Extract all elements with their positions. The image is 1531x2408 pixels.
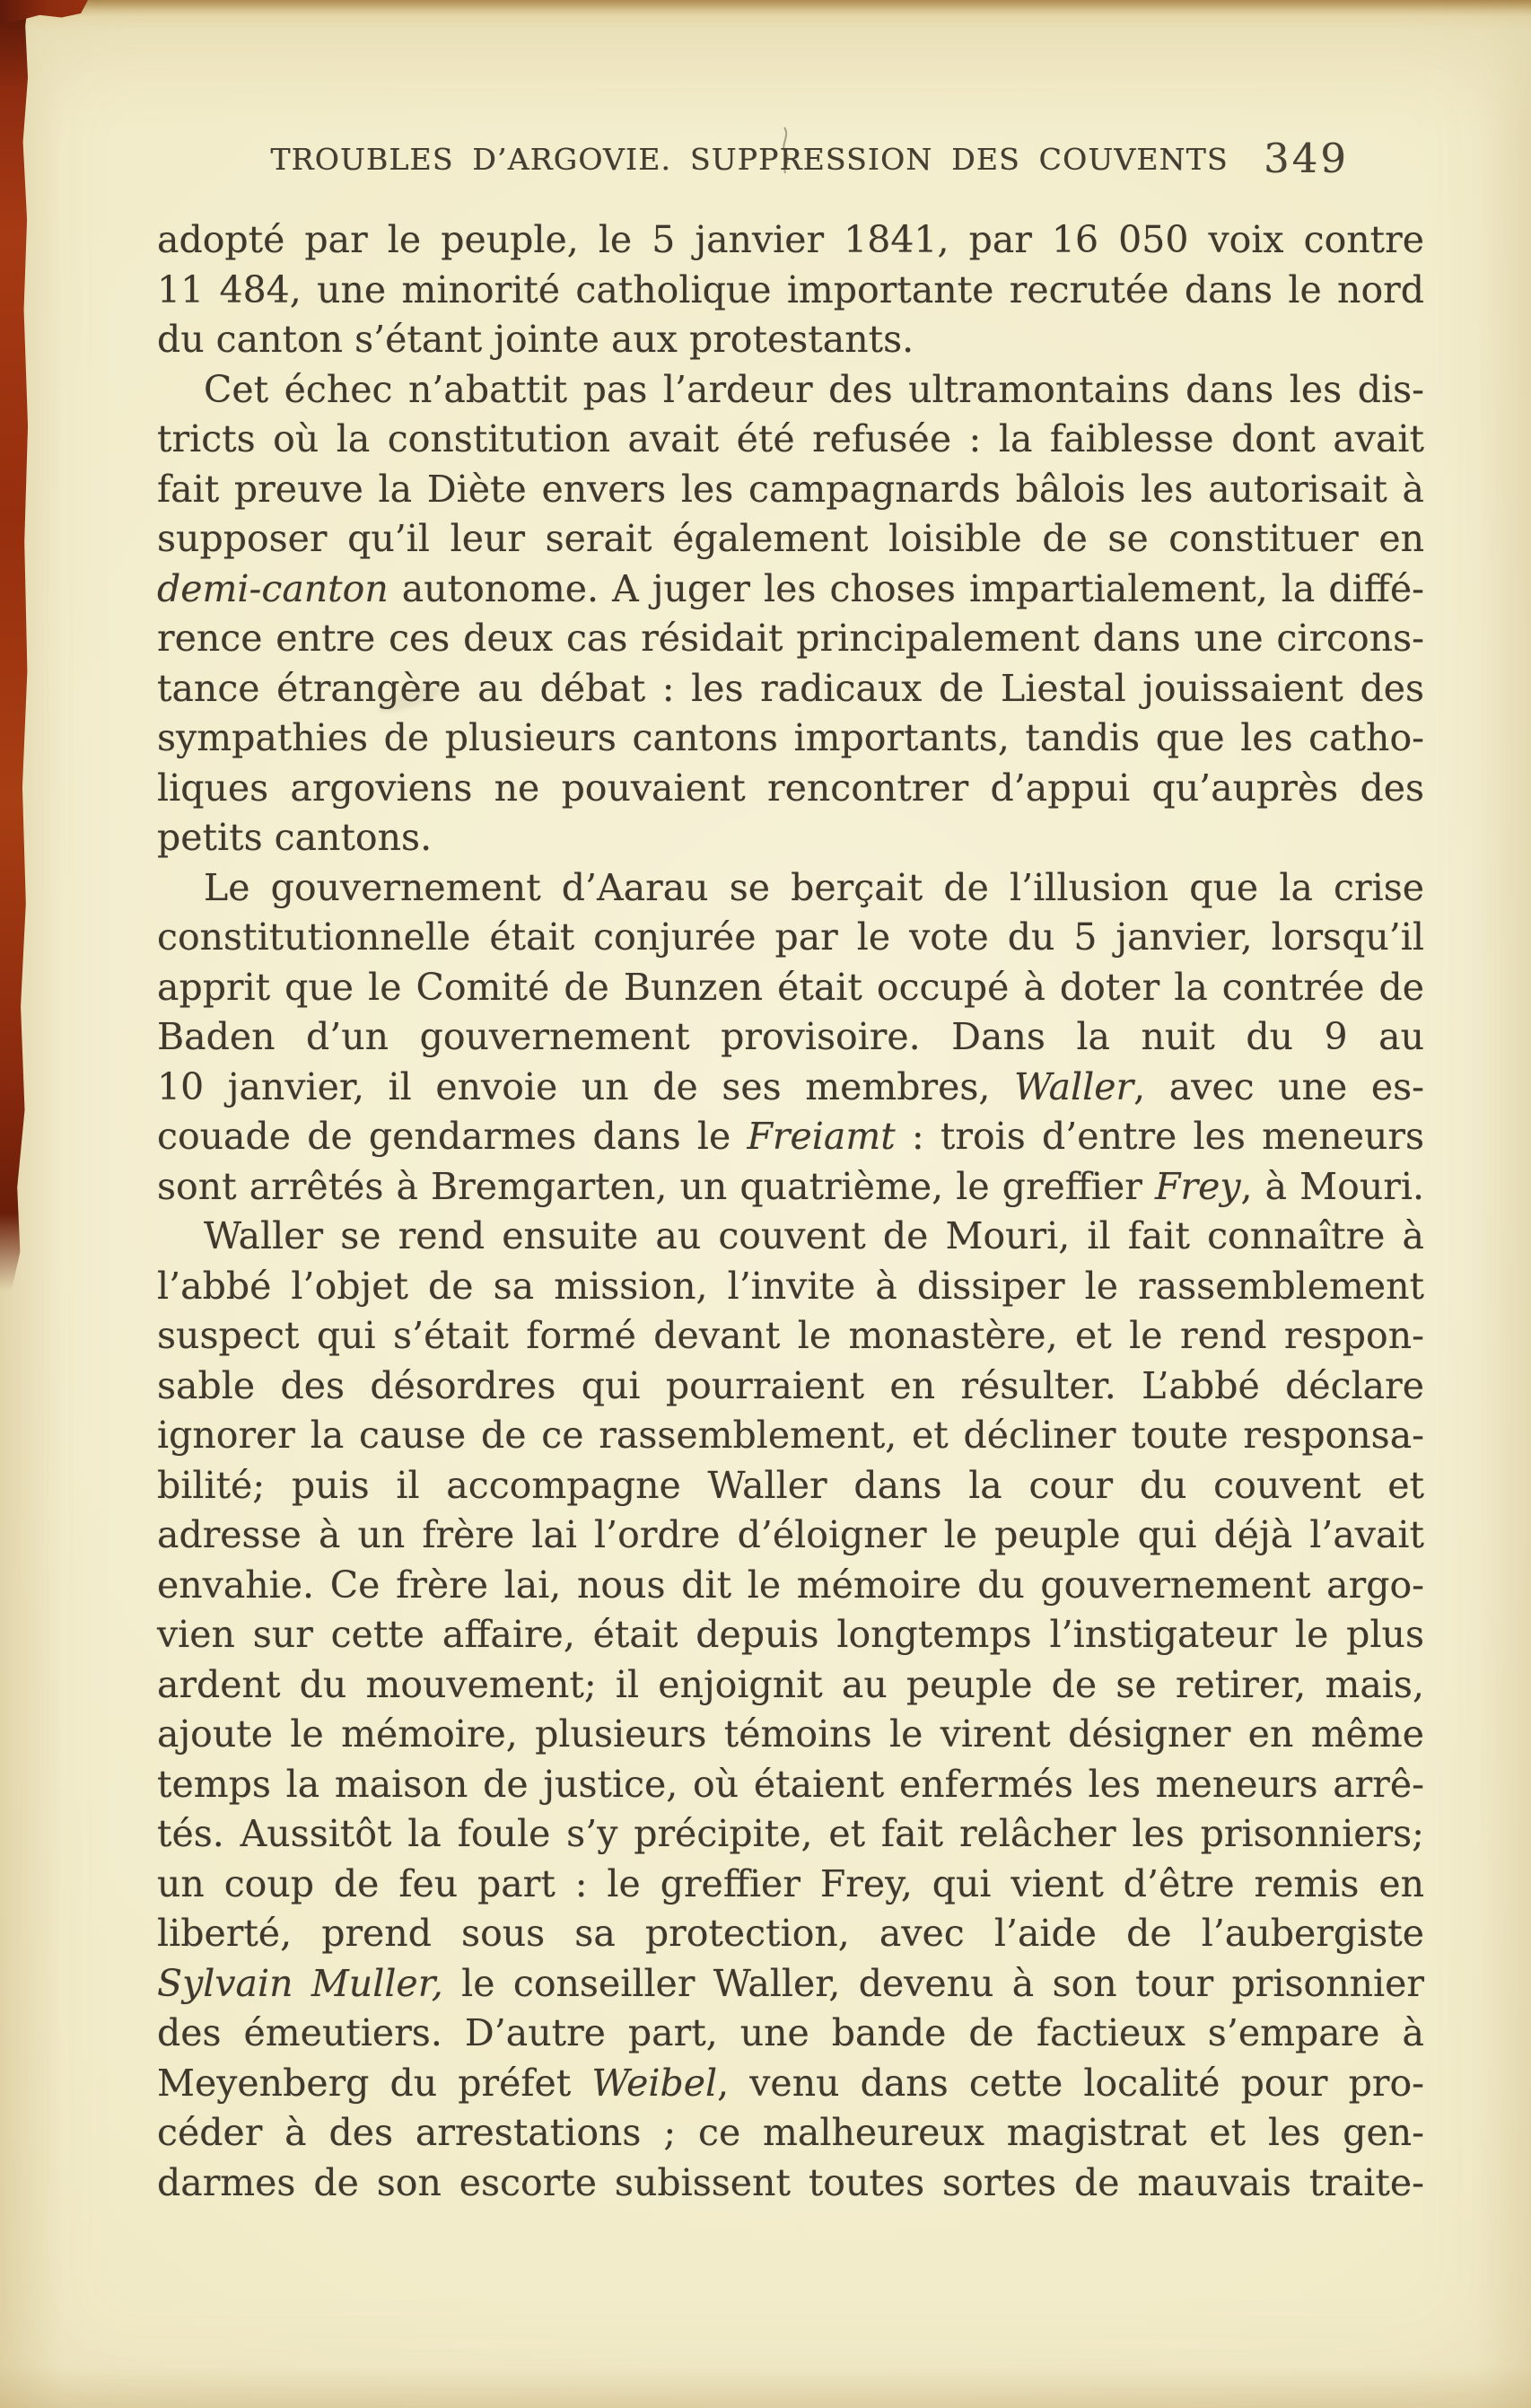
italic-text-segment: Frey: [1155, 1164, 1241, 1208]
text-segment: , à Mouri.: [1240, 1164, 1424, 1208]
text-line: [157, 1461, 1424, 1511]
text-line: [157, 1063, 1424, 1113]
body-text: [157, 215, 1424, 2208]
text-segment: tricts où la constitution avait été refusée : la faiblesse dont avait: [157, 417, 1424, 460]
text-segment: petits cantons.: [157, 816, 433, 859]
text-line: [157, 2059, 1424, 2109]
text-segment: liberté, prend sous sa protection, avec l’aide de l’aubergiste: [157, 1912, 1424, 1955]
text-segment: adopté par le peuple, le 5 janvier 1841, par 16 050 voix contre: [157, 218, 1424, 261]
text-segment: vien sur cette affaire, était depuis longtemps l’instigateur le plus: [157, 1613, 1424, 1656]
text-segment: Le gouvernement d’Aarau se berçait de l’illusion que la crise: [204, 865, 1424, 909]
text-line: [157, 1760, 1424, 1810]
text-line: [157, 266, 1424, 316]
text-segment: 10 janvier, il envoie un de ses membres,: [157, 1064, 1015, 1108]
text-segment: 11 484, une minorité catholique importante recrutée dans le nord: [157, 267, 1424, 311]
text-segment: constitutionnelle était conjurée par le vote du 5 janvier, lorsqu’il: [157, 915, 1424, 959]
text-line: [157, 2158, 1424, 2209]
text-segment: darmes de son escorte subissent toutes sortes de mauvais traite-: [157, 2160, 1424, 2204]
text-line: [157, 514, 1424, 565]
italic-text-segment: Waller: [1014, 1064, 1134, 1108]
text-line: [157, 1959, 1424, 2010]
text-segment: liques argoviens ne pouvaient rencontrer d’appui qu’auprès des: [157, 766, 1424, 810]
text-segment: des émeutiers. D’autre part, une bande de factieux s’empare à: [157, 2011, 1424, 2054]
text-segment: ajoute le mémoire, plusieurs témoins le virent désigner en même: [157, 1712, 1424, 1756]
text-segment: du canton s’étant jointe aux protestants.: [157, 318, 914, 361]
text-segment: un coup de feu part : le greffier Frey, qui vient d’être remis en: [157, 1861, 1424, 1905]
text-line: [157, 215, 1424, 266]
text-segment: tance étrangère au débat : les radicaux de Liestal jouissaient des: [157, 666, 1424, 710]
text-line: [157, 315, 1424, 365]
text-line: [157, 1561, 1424, 1611]
text-line: [157, 365, 1424, 416]
text-line: [157, 1262, 1424, 1312]
text-segment: rence entre ces deux cas résidait principalement dans une circons-: [157, 617, 1424, 660]
text-line: [157, 1112, 1424, 1162]
book-cover-edge-top: [0, 0, 88, 24]
text-segment: , avec une es-: [1133, 1064, 1424, 1108]
text-segment: apprit que le Comité de Bunzen était occupé à doter la contrée de: [157, 965, 1424, 1009]
text-line: [157, 963, 1424, 1013]
text-line: [157, 1860, 1424, 1910]
text-segment: Waller se rend ensuite au couvent de Mouri, il fait connaître à: [204, 1214, 1424, 1257]
book-cover-edge-left: [0, 0, 29, 1291]
text-line: [157, 1710, 1424, 1760]
text-line: [157, 415, 1424, 465]
text-line: [157, 1012, 1424, 1063]
text-line: [157, 465, 1424, 515]
text-segment: couade de gendarmes dans le: [157, 1115, 748, 1158]
text-segment: adresse à un frère lai l’ordre d’éloigner le peuple qui déjà l’avait: [157, 1513, 1424, 1556]
text-line: [157, 764, 1424, 814]
text-line: [157, 2108, 1424, 2158]
text-line: [157, 2009, 1424, 2059]
text-segment: sable des désordres qui pourraient en résulter. L’abbé déclare: [157, 1363, 1424, 1407]
text-line: [157, 1909, 1424, 1959]
text-segment: Cet échec n’abattit pas l’ardeur des ultramontains dans les dis-: [204, 367, 1424, 411]
text-segment: envahie. Ce frère lai, nous dit le mémoire du gouvernement argo-: [157, 1563, 1424, 1607]
text-segment: fait preuve la Diète envers les campagnards bâlois les autorisait à: [157, 467, 1424, 511]
text-segment: bilité; puis il accompagne Waller dans la cour du couvent et: [157, 1463, 1424, 1507]
italic-text-segment: Freiamt: [747, 1115, 896, 1158]
text-line: [157, 714, 1424, 764]
text-segment: tés. Aussitôt la foule s’y précipite, et fait relâcher les prisonniers;: [157, 1812, 1424, 1855]
text-line: [157, 1411, 1424, 1461]
text-segment: Baden d’un gouvernement provisoire. Dans la nuit du 9 au: [157, 1015, 1424, 1058]
text-line: [157, 1660, 1424, 1711]
text-line: [157, 1510, 1424, 1561]
text-segment: ardent du mouvement; il enjoignit au peuple de se retirer, mais,: [157, 1662, 1424, 1706]
text-segment: Meyenberg du préfet: [157, 2061, 592, 2105]
text-line: [157, 913, 1424, 963]
page-top-edge-shadow: [0, 0, 1531, 16]
italic-text-segment: Weibel: [591, 2061, 718, 2105]
text-segment: sont arrêtés à Bremgarten, un quatrième, le greffier: [157, 1164, 1156, 1208]
page-number: 349: [1264, 135, 1349, 182]
text-line: [157, 1362, 1424, 1412]
text-segment: temps la maison de justice, où étaient enfermés les meneurs arrê-: [157, 1762, 1424, 1806]
text-segment: suspect qui s’était formé devant le monastère, et le rend respon-: [157, 1314, 1424, 1357]
text-line: [157, 1610, 1424, 1660]
text-line: [157, 1311, 1424, 1362]
text-segment: sympathies de plusieurs cantons importants, tandis que les catho-: [157, 716, 1424, 759]
text-line: [157, 1809, 1424, 1860]
text-segment: le conseiller Waller, devenu à son tour prisonnier: [442, 1961, 1424, 2005]
text-line: [157, 1162, 1424, 1213]
italic-text-segment: demi-canton: [157, 566, 389, 610]
text-line: [157, 813, 1424, 863]
text-segment: : trois d’entre les meneurs: [895, 1115, 1425, 1158]
text-segment: autonome. A juger les choses impartialement, la diffé-: [388, 566, 1424, 610]
text-line: [157, 1212, 1424, 1262]
text-segment: supposer qu’il leur serait également loisible de se constituer en: [157, 517, 1424, 560]
text-segment: céder à des arrestations ; ce malheureux magistrat et les gen-: [157, 2111, 1424, 2154]
text-line: [157, 664, 1424, 714]
text-segment: l’abbé l’objet de sa mission, l’invite à dissiper le rassemblement: [157, 1264, 1424, 1308]
text-segment: , venu dans cette localité pour pro-: [717, 2061, 1424, 2105]
text-line: [157, 614, 1424, 664]
text-line: [157, 565, 1424, 615]
page-header: [157, 142, 1424, 177]
text-line: [157, 863, 1424, 914]
text-segment: ignorer la cause de ce rassemblement, et décliner toute responsa-: [157, 1414, 1424, 1457]
running-title: TROUBLES D’ARGOVIE. SUPPRESSION DES COUVENTS: [270, 142, 1229, 177]
italic-text-segment: Sylvain Muller,: [157, 1961, 443, 2005]
